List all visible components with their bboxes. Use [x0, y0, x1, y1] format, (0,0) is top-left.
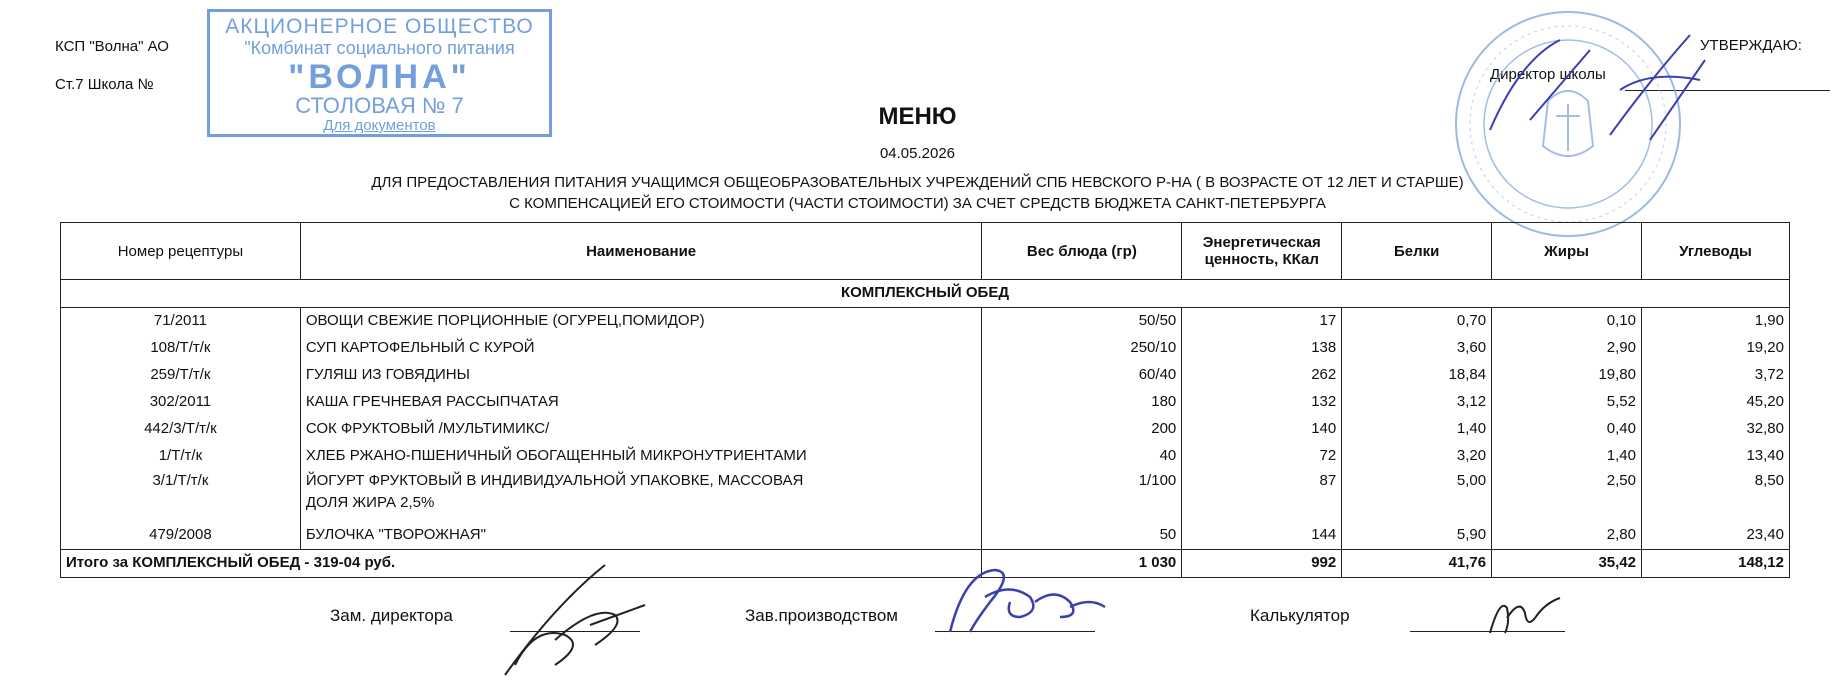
cell-dish-name: КАША ГРЕЧНЕВАЯ РАССЫПЧАТАЯ: [300, 389, 982, 416]
cell-protein: 0,70: [1342, 308, 1492, 336]
company-name: КСП "Волна" АО: [55, 38, 169, 55]
total-protein: 41,76: [1342, 550, 1492, 578]
table-row: [61, 522, 1790, 550]
cell-fat: 5,52: [1492, 389, 1642, 416]
cell-carbs: 13,40: [1642, 443, 1790, 470]
cell-energy: 144: [1182, 522, 1342, 550]
cell-dish-name: ГУЛЯШ ИЗ ГОВЯДИНЫ: [300, 362, 982, 389]
cell-protein: 5,90: [1342, 522, 1492, 550]
cell-carbs: 19,20: [1642, 335, 1790, 362]
cell-fat: 2,90: [1492, 335, 1642, 362]
header-recipe-number: Номер рецептуры: [61, 223, 301, 280]
cell-weight: 50/50: [982, 308, 1182, 336]
cell-dish-name: ХЛЕБ РЖАНО-ПШЕНИЧНЫЙ ОБОГАЩЕННЫЙ МИКРОНУТРИЕНТАМИ: [300, 443, 982, 470]
cell-dish-name: ОВОЩИ СВЕЖИЕ ПОРЦИОННЫЕ (ОГУРЕЦ,ПОМИДОР): [300, 308, 982, 336]
total-row: [61, 550, 1790, 578]
cell-protein: 3,12: [1342, 389, 1492, 416]
stamp-line: "Комбинат социального питания: [244, 38, 515, 58]
cell-weight: 1/100: [982, 470, 1182, 522]
production-signature-icon: [940, 562, 1110, 642]
approve-label: УТВЕРЖДАЮ:: [1700, 37, 1802, 54]
cell-weight: 40: [982, 443, 1182, 470]
total-fat: 35,42: [1492, 550, 1642, 578]
header-protein: Белки: [1342, 223, 1492, 280]
table-row: [61, 362, 1790, 389]
cell-fat: 19,80: [1492, 362, 1642, 389]
header-carbs: Углеводы: [1642, 223, 1790, 280]
cell-fat: 1,40: [1492, 443, 1642, 470]
calculator-signature-icon: [1485, 588, 1565, 638]
cell-energy: 72: [1182, 443, 1342, 470]
total-carbs: 148,12: [1642, 550, 1790, 578]
cell-carbs: 8,50: [1642, 470, 1790, 522]
cell-fat: 0,10: [1492, 308, 1642, 336]
calculator-label: Калькулятор: [1250, 606, 1350, 625]
cell-weight: 180: [982, 389, 1182, 416]
cell-carbs: 23,40: [1642, 522, 1790, 550]
section-row: [61, 280, 1790, 308]
stamp-line: "ВОЛНА": [288, 58, 471, 96]
subtitle-line-1: ДЛЯ ПРЕДОСТАВЛЕНИЯ ПИТАНИЯ УЧАЩИМСЯ ОБЩЕОБРАЗОВАТЕЛЬНЫХ УЧРЕЖДЕНИЙ СПБ НЕВСКОГО Р-НА ( В ВОЗРАСТЕ ОТ 12 ЛЕТ И СТАРШЕ): [371, 174, 1464, 191]
stamp-line: АКЦИОНЕРНОЕ ОБЩЕСТВО: [225, 15, 534, 38]
director-label: Директор школы: [1490, 66, 1606, 83]
section-title: КОМПЛЕКСНЫЙ ОБЕД: [61, 280, 1790, 308]
menu-date: 04.05.2026: [879, 145, 956, 162]
stamp-line: СТОЛОВАЯ № 7: [295, 93, 464, 118]
cell-recipe-number: 302/2011: [61, 389, 301, 416]
cell-weight: 200: [982, 416, 1182, 443]
page-title: МЕНЮ: [878, 103, 957, 130]
cell-recipe-number: 3/1/Т/т/к: [61, 470, 301, 522]
cell-weight: 50: [982, 522, 1182, 550]
production-manager-label: Зав.производством: [745, 606, 898, 625]
cell-energy: 132: [1182, 389, 1342, 416]
cell-fat: 2,80: [1492, 522, 1642, 550]
cell-recipe-number: 71/2011: [61, 308, 301, 336]
cell-energy: 87: [1182, 470, 1342, 522]
cell-recipe-number: 1/Т/т/к: [61, 443, 301, 470]
cell-protein: 18,84: [1342, 362, 1492, 389]
cell-protein: 1,40: [1342, 416, 1492, 443]
cell-recipe-number: 108/Т/т/к: [61, 335, 301, 362]
cell-dish-name: СУП КАРТОФЕЛЬНЫЙ С КУРОЙ: [300, 335, 982, 362]
cell-dish-name: ЙОГУРТ ФРУКТОВЫЙ В ИНДИВИДУАЛЬНОЙ УПАКОВКЕ, МАССОВАЯ ДОЛЯ ЖИРА 2,5%: [300, 470, 982, 522]
total-label: Итого за КОМПЛЕКСНЫЙ ОБЕД - 319-04 руб.: [61, 550, 982, 578]
subtitle-line-2: С КОМПЕНСАЦИЕЙ ЕГО СТОИМОСТИ (ЧАСТИ СТОИМОСТИ) ЗА СЧЕТ СРЕДСТВ БЮДЖЕТА САНКТ-ПЕТЕРБУРГА: [509, 195, 1326, 212]
cell-dish-name: СОК ФРУКТОВЫЙ /МУЛЬТИМИКС/: [300, 416, 982, 443]
cell-protein: 5,00: [1342, 470, 1492, 522]
cell-energy: 138: [1182, 335, 1342, 362]
total-energy: 992: [1182, 550, 1342, 578]
menu-table: [60, 222, 1790, 578]
table-row: [61, 308, 1790, 336]
school-number: Ст.7 Школа №: [55, 76, 154, 93]
cell-weight: 60/40: [982, 362, 1182, 389]
cell-carbs: 32,80: [1642, 416, 1790, 443]
header-name: Наименование: [300, 223, 982, 280]
cell-carbs: 3,72: [1642, 362, 1790, 389]
table-row: [61, 335, 1790, 362]
header-fat: Жиры: [1492, 223, 1642, 280]
deputy-signature-icon: [495, 545, 665, 681]
cell-protein: 3,20: [1342, 443, 1492, 470]
cell-fat: 2,50: [1492, 470, 1642, 522]
cell-energy: 140: [1182, 416, 1342, 443]
header-weight: Вес блюда (гр): [982, 223, 1182, 280]
cell-recipe-number: 259/Т/т/к: [61, 362, 301, 389]
cell-carbs: 45,20: [1642, 389, 1790, 416]
cell-dish-name: БУЛОЧКА "ТВОРОЖНАЯ": [300, 522, 982, 550]
deputy-director-label: Зам. директора: [330, 606, 453, 625]
cell-recipe-number: 442/3/Т/т/к: [61, 416, 301, 443]
table-header-row: [61, 223, 1790, 280]
cell-protein: 3,60: [1342, 335, 1492, 362]
table-row: [61, 470, 1790, 522]
stamp-line: Для документов: [323, 117, 436, 134]
cell-energy: 17: [1182, 308, 1342, 336]
table-row: [61, 389, 1790, 416]
table-row: [61, 416, 1790, 443]
cell-weight: 250/10: [982, 335, 1182, 362]
header-energy: Энергетическая ценность, ККал: [1182, 223, 1342, 280]
cell-energy: 262: [1182, 362, 1342, 389]
cell-carbs: 1,90: [1642, 308, 1790, 336]
total-weight: 1 030: [982, 550, 1182, 578]
table-row: [61, 443, 1790, 470]
cell-fat: 0,40: [1492, 416, 1642, 443]
cell-recipe-number: 479/2008: [61, 522, 301, 550]
